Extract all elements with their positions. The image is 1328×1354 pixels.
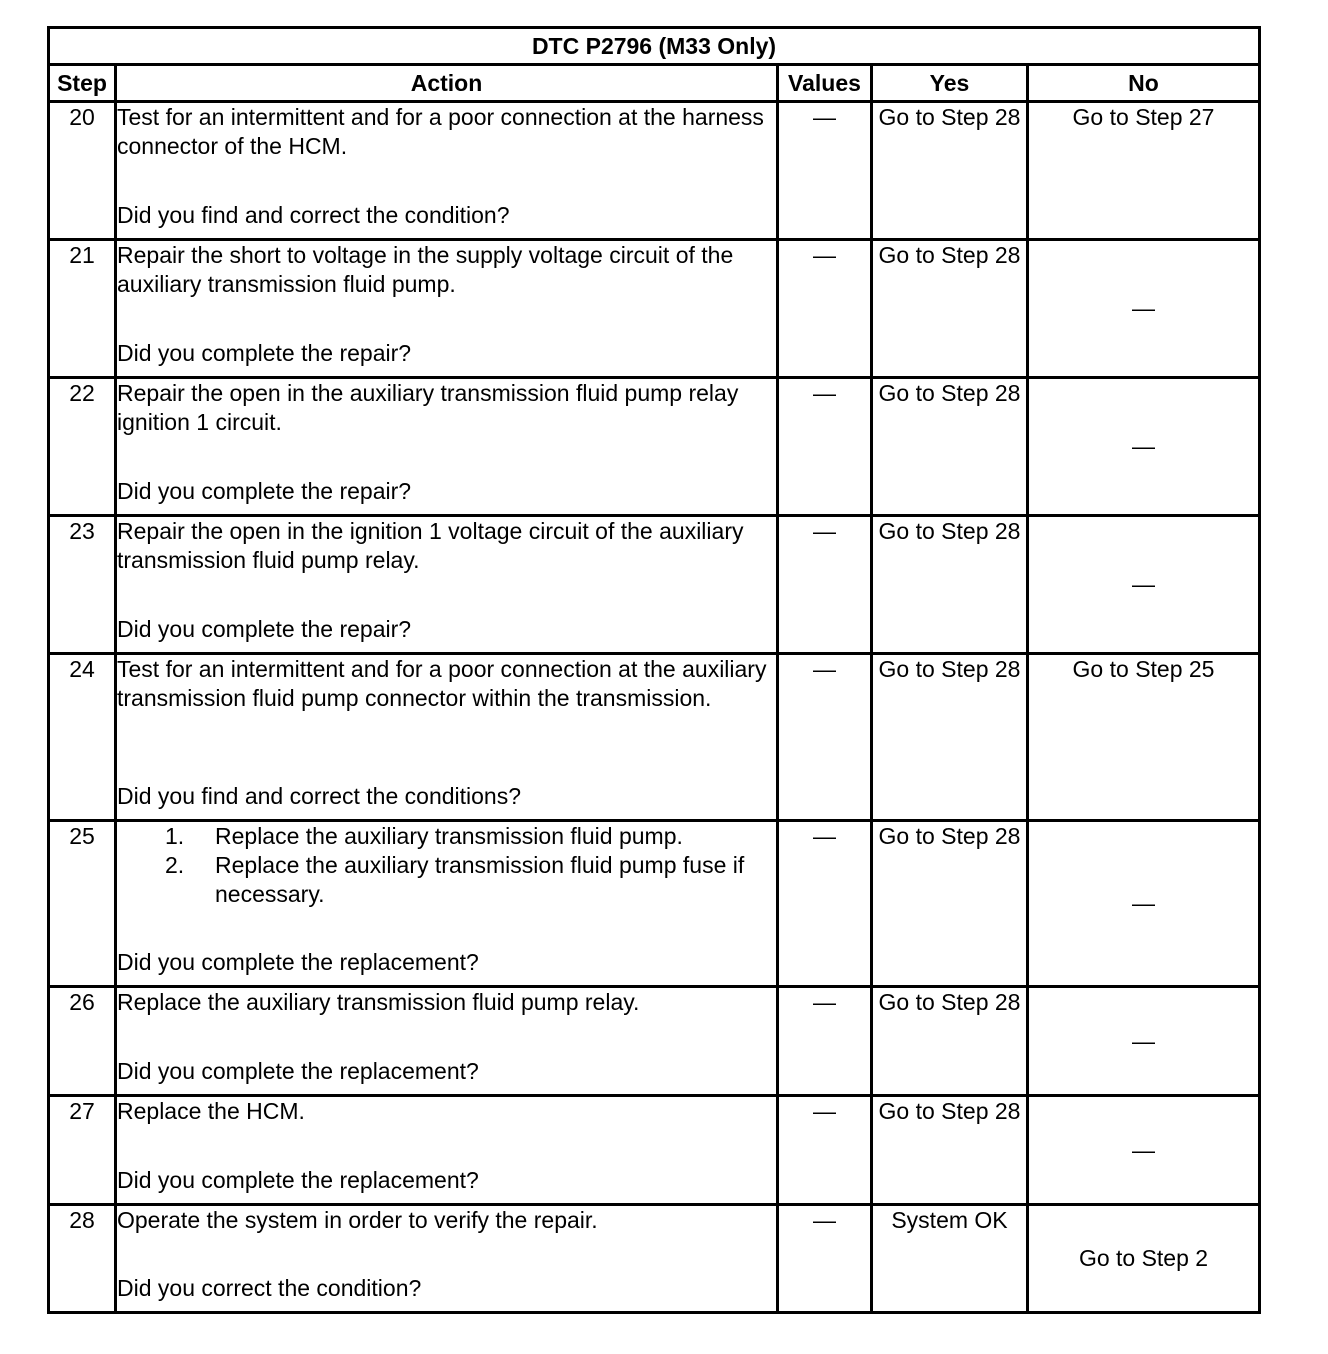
- no-cell: —: [1028, 987, 1260, 1096]
- yes-cell: Go to Step 28: [872, 987, 1028, 1096]
- yes-cell: Go to Step 28: [872, 1096, 1028, 1205]
- table-row: [49, 378, 1260, 516]
- table-row: [49, 821, 1260, 987]
- table-row: [49, 1096, 1260, 1205]
- header-no: No: [1028, 65, 1260, 102]
- action-cell: [116, 1096, 778, 1205]
- no-cell: —: [1028, 1096, 1260, 1205]
- action-text: Repair the open in the ignition 1 voltage circuit of the auxiliary transmission fluid pump relay.: [117, 518, 744, 573]
- action-cell: [116, 1205, 778, 1313]
- action-text: Test for an intermittent and for a poor connection at the harness connector of the HCM.: [117, 104, 764, 159]
- header-action: Action: [116, 65, 778, 102]
- action-question: Did you complete the replacement?: [117, 949, 479, 975]
- action-question: Did you complete the replacement?: [117, 1058, 479, 1084]
- values-cell: —: [778, 102, 872, 240]
- table-row: [49, 516, 1260, 654]
- no-cell: Go to Step 2: [1028, 1205, 1260, 1313]
- no-cell: Go to Step 27: [1028, 102, 1260, 240]
- step-number: 27: [49, 1096, 116, 1205]
- no-cell: —: [1028, 516, 1260, 654]
- table-row: [49, 1205, 1260, 1313]
- table-row: [49, 240, 1260, 378]
- action-question: Did you complete the repair?: [117, 340, 412, 366]
- table-row: [49, 654, 1260, 821]
- action-question: Did you complete the repair?: [117, 478, 412, 504]
- no-cell: —: [1028, 378, 1260, 516]
- header-step: Step: [49, 65, 116, 102]
- values-cell: —: [778, 654, 872, 821]
- action-question: Did you complete the repair?: [117, 616, 412, 642]
- action-cell: [116, 654, 778, 821]
- action-text: Replace the auxiliary transmission fluid pump relay.: [117, 989, 640, 1015]
- yes-cell: System OK: [872, 1205, 1028, 1313]
- step-number: 24: [49, 654, 116, 821]
- yes-cell: Go to Step 28: [872, 102, 1028, 240]
- header-yes: Yes: [872, 65, 1028, 102]
- action-question: Did you find and correct the conditions?: [117, 783, 522, 809]
- action-text: Repair the open in the auxiliary transmission fluid pump relay ignition 1 circuit.: [117, 380, 739, 435]
- action-question: Did you find and correct the condition?: [117, 202, 510, 228]
- list-item: 2. Replace the auxiliary transmission fluid pump fuse if necessary.: [165, 852, 745, 907]
- action-question: Did you correct the condition?: [117, 1275, 422, 1301]
- step-number: 28: [49, 1205, 116, 1313]
- step-number: 23: [49, 516, 116, 654]
- values-cell: —: [778, 378, 872, 516]
- action-text: Replace the HCM.: [117, 1098, 305, 1124]
- action-text: Operate the system in order to verify the repair.: [117, 1207, 598, 1233]
- step-number: 25: [49, 821, 116, 987]
- dtc-table: [47, 26, 1261, 1314]
- yes-cell: Go to Step 28: [872, 654, 1028, 821]
- yes-cell: Go to Step 28: [872, 821, 1028, 987]
- step-number: 22: [49, 378, 116, 516]
- values-cell: —: [778, 516, 872, 654]
- yes-cell: Go to Step 28: [872, 240, 1028, 378]
- values-cell: —: [778, 1205, 872, 1313]
- list-item: 1. Replace the auxiliary transmission fluid pump.: [165, 823, 683, 849]
- action-cell: [116, 516, 778, 654]
- table-title: DTC P2796 (M33 Only): [49, 28, 1260, 65]
- yes-cell: Go to Step 28: [872, 378, 1028, 516]
- step-number: 21: [49, 240, 116, 378]
- table-row: [49, 102, 1260, 240]
- action-cell: [116, 987, 778, 1096]
- yes-cell: Go to Step 28: [872, 516, 1028, 654]
- table-row: [49, 987, 1260, 1096]
- no-cell: —: [1028, 821, 1260, 987]
- action-text: Test for an intermittent and for a poor connection at the auxiliary transmission fluid pump connector within the transmission.: [117, 656, 767, 711]
- action-cell: [116, 378, 778, 516]
- action-cell: [116, 240, 778, 378]
- action-cell: [116, 821, 778, 987]
- action-text: Repair the short to voltage in the supply voltage circuit of the auxiliary transmission fluid pump.: [117, 242, 734, 297]
- no-cell: Go to Step 25: [1028, 654, 1260, 821]
- action-list: [117, 822, 776, 909]
- no-cell: —: [1028, 240, 1260, 378]
- action-question: Did you complete the replacement?: [117, 1167, 479, 1193]
- action-cell: [116, 102, 778, 240]
- step-number: 20: [49, 102, 116, 240]
- values-cell: —: [778, 1096, 872, 1205]
- header-values: Values: [778, 65, 872, 102]
- step-number: 26: [49, 987, 116, 1096]
- values-cell: —: [778, 987, 872, 1096]
- values-cell: —: [778, 821, 872, 987]
- values-cell: —: [778, 240, 872, 378]
